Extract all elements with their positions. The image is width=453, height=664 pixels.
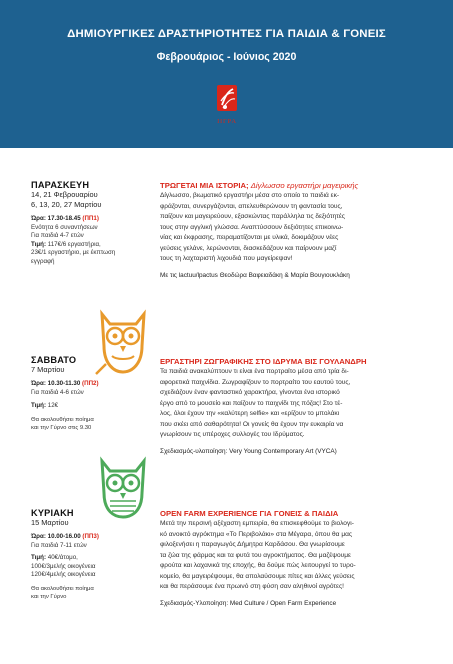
event-date: 15 Μαρτίου (31, 518, 69, 527)
event-hours: 17.30-18.45 (47, 215, 81, 222)
body-line: λος, όλοι έχουν την «καλύτερη selfie» και «ερίζουν το μπολάκι (160, 410, 340, 417)
body-line: και θα περάσουμε ένα πρωινό στη φύση σαν αληθινοί αγρότες! (160, 583, 344, 590)
event-title: ΤΡΩΓΕΤΑΙ ΜΙΑ ΙΣΤΟΡΙΑ; (160, 181, 249, 190)
body-line: Τα παιδιά ανακαλύπτουν τι είναι ένα πορτραίτο μέσα από τρία δι- (160, 368, 349, 375)
body-line: που σκέει από σαθαρότητα! Οι γονείς θα έχουν την ευκαιρία να (160, 420, 344, 428)
event-age: Για παιδιά 7-11 ετών (31, 541, 87, 549)
event-sessions: Ενότητα 6 συναντήσεων (31, 223, 98, 231)
hours-label: Ώρα: (31, 380, 46, 387)
event-3-schedule (31, 508, 131, 601)
body-line: έργο από το μουσείο και παίζουν το παιχνίδι της πόζας! Στο τέ- (160, 399, 343, 407)
price-label: Τιμή: (31, 554, 47, 562)
event-hours: 10.30-11.30 (47, 380, 81, 387)
event-1-schedule (31, 180, 131, 267)
body-line: τα ζώα της φάρμας και τα φυτά του αγροκτήματος. Θα μαζέψουμε (160, 551, 351, 559)
event-note: Θα ακολουθήσει ποίημα (31, 416, 94, 423)
event-3-description (160, 509, 426, 608)
body-line: φιλοξενήσει η παραγωγός Δήμητρα Καρδάσου. Θα γνωρίσουμε (160, 541, 345, 548)
event-day: ΣΑΒΒΑΤΟ (31, 355, 77, 365)
hours-label: Ώρα: (31, 215, 46, 222)
price-label: Τιμή: (31, 402, 47, 410)
event-title-sub: Δίγλωσσο εργαστήρι μαγειρικής (250, 181, 359, 190)
event-note: και την Γύρνο στις 9.30 (31, 424, 92, 431)
body-line: αφορετικά παιχνίδια. Ζωγραφίζουν το πορτραίτο του εαυτού τους, (160, 378, 351, 386)
event-credit: Σχεδιασμός-Υλοποίηση: Med Culture / Open Farm Experience (160, 599, 337, 607)
body-line: νίας και έκφρασης, πειραματίζονται με υλικά, δοκιμάζουν νέες (160, 234, 339, 241)
page-subtitle: Φεβρουάριος - Ιούνιος 2020 (156, 51, 297, 63)
event-price-extra: εγγραφή (31, 257, 55, 265)
body-line: γνωρίσουν τις υπέροχες συλλογές του Ιδρύματος. (160, 431, 305, 438)
event-2-schedule (31, 355, 131, 432)
event-price-extra: 100€/3μελής οικογένεια (31, 562, 96, 570)
event-age: Για παιδιά 4-7 ετών (31, 232, 84, 240)
event-age: Για παιδιά 4-6 ετών (31, 388, 84, 396)
event-credit: Σχεδιασμός-υλοποίηση: Very Young Contemporary Art (VYCA) (160, 447, 337, 455)
event-hours: 10.00-16.00 (47, 533, 81, 540)
event-title: OPEN FARM EXPERIENCE ΓΙΑ ΓΟΝΕΙΣ & ΠΑΙΔΙΑ (160, 509, 339, 518)
event-day: ΚΥΡΙΑΚΗ (31, 508, 74, 518)
price-label: Τιμή: (31, 240, 47, 248)
event-price-extra: 23€/1 εργαστήριο, με έκπτωση (31, 249, 116, 257)
event-price: 117€/6 εργαστήρια, (47, 240, 101, 248)
body-line: κομείο, θα μαγειρέψουμε, θα απολαύσουμε πίτες και άλλες γεύσεις (160, 572, 355, 580)
orchestra-logo-icon (203, 82, 251, 134)
event-price-extra: 120€/4μελής οικογένεια (31, 571, 96, 579)
event-price: 40€/άτομο, (47, 554, 78, 562)
event-note: και την Γύρνο (31, 594, 67, 601)
body-line: φρούτα και λαχανικά της εποχής, θα δούμε πώς λειτουργεί το τυρο- (160, 562, 356, 569)
event-body (160, 519, 426, 593)
event-title: ΕΡΓΑΣΤΗΡΙ ΖΩΓΡΑΦΙΚΗΣ ΣΤΟ ΙΔΡΥΜΑ ΒΙΣ ΓΟΥΛΑΝΔΡΗ (160, 357, 367, 366)
logo-text: ΙΙΓΡΑ (217, 118, 237, 125)
event-date: 7 Μαρτίου (31, 365, 65, 374)
event-code: (ΠΠ2) (82, 380, 99, 387)
event-day: ΠΑΡΑΣΚΕΥΗ (31, 180, 90, 190)
event-1-description (160, 181, 426, 280)
event-2-description (160, 357, 426, 456)
event-code: (ΠΠ1) (82, 215, 99, 222)
event-note: Θα ακολουθήσει ποίημα (31, 585, 94, 592)
body-line: παίζουν και μαγειρεύουν, εξασκώντας παράλληλα τις δεξιότητές (160, 213, 345, 220)
body-line: κό ανοικτό αγρόκτημα «Το Περιβολάκι» στα Μέγαρα, όπου θα μας (160, 530, 353, 538)
header-banner (0, 0, 453, 148)
event-body (160, 191, 426, 265)
event-date: 14, 21 Φεβρουαρίου (31, 190, 98, 199)
hours-label: Ώρα: (31, 533, 46, 540)
event-price: 12€ (47, 402, 59, 410)
body-line: τους στην αγγλική γλώσσα. Αναπτύσσουν δεξιότητες επικοινω- (160, 223, 344, 231)
body-line: Μετά την περσινή αξέχαστη εμπειρία, θα επισκεφθούμε το βιολογι- (160, 520, 354, 527)
body-line: φράζονται, συνεργάζονται, απελευθερώνουν τη φαντασία τους, (160, 202, 343, 210)
event-credit: Με τις lactuu/lpactus Θεοδώρα Βαφειαδάκη & Μαρία Βουγιουκλάκη (160, 271, 350, 279)
body-line: Δίγλωσσο, βιωματικό εργαστήρι μέσα στο οποίο το παιδιά εκ- (160, 192, 340, 199)
event-body (160, 367, 426, 441)
page-title: ΔΗΜΙΟΥΡΓΙΚΕΣ ΔΡΑΣΤΗΡΙΟΤΗΤΕΣ ΓΙΑ ΠΑΙΔΙΑ & ΓΟΝΕΙΣ (67, 28, 386, 40)
body-line: σχεδιάζουν έναν φανταστικό χαρακτήρα, γίνονται ένα ιστορικό (160, 389, 340, 396)
event-code: (ΠΠ3) (82, 533, 99, 540)
body-line: τους τη λαχταριστή λιχουδιά που μαγείρεψαν! (160, 255, 293, 262)
body-line: γεύσεις γελάνε, λερώνονται, διασκεδάζουν και παίρνουν μαζί (160, 244, 337, 252)
event-date: 6, 13, 20, 27 Μαρτίου (31, 200, 102, 209)
